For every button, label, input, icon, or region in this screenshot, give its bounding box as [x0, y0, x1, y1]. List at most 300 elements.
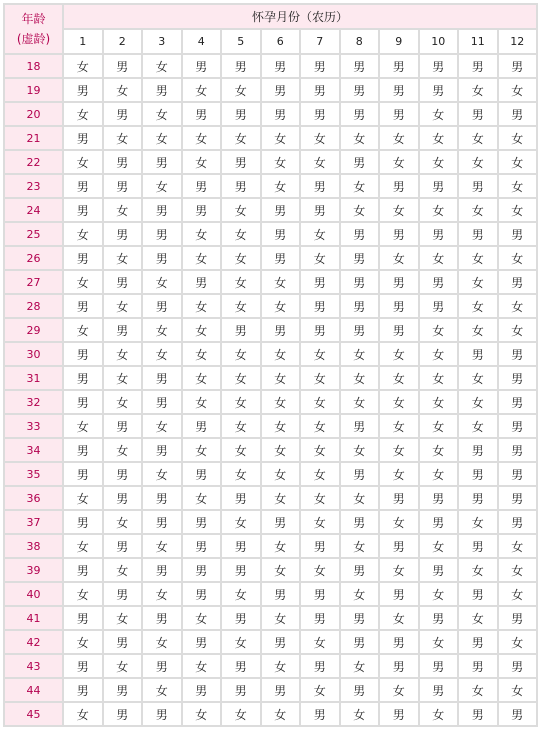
gender-cell: 女	[459, 151, 497, 173]
gender-cell: 女	[420, 199, 458, 221]
gender-cell: 男	[64, 439, 102, 461]
gender-cell: 女	[222, 367, 260, 389]
gender-cell: 男	[459, 175, 497, 197]
gender-cell: 女	[104, 391, 142, 413]
gender-cell: 男	[143, 367, 181, 389]
gender-cell: 男	[104, 535, 142, 557]
gender-cell: 男	[143, 439, 181, 461]
gender-cell: 男	[301, 55, 339, 77]
gender-cell: 男	[499, 367, 537, 389]
gender-cell: 男	[420, 655, 458, 677]
gender-cell: 男	[104, 679, 142, 701]
gender-cell: 女	[499, 79, 537, 101]
gender-cell: 女	[459, 127, 497, 149]
gender-cell: 女	[380, 367, 418, 389]
table-row	[5, 607, 536, 629]
gender-cell: 男	[380, 223, 418, 245]
month-header: 3	[143, 30, 181, 53]
gender-cell: 女	[64, 535, 102, 557]
gender-cell: 男	[459, 223, 497, 245]
gender-cell: 男	[262, 511, 300, 533]
gender-cell: 男	[301, 103, 339, 125]
gender-cell: 女	[459, 511, 497, 533]
age-cell: 39	[5, 559, 62, 581]
gender-cell: 男	[301, 175, 339, 197]
age-cell: 18	[5, 55, 62, 77]
gender-cell: 女	[222, 79, 260, 101]
gender-cell: 男	[222, 151, 260, 173]
gender-cell: 男	[459, 535, 497, 557]
gender-cell: 男	[183, 103, 221, 125]
gender-cell: 男	[341, 415, 379, 437]
gender-cell: 男	[143, 487, 181, 509]
gender-cell: 女	[262, 703, 300, 725]
gender-cell: 男	[222, 559, 260, 581]
gender-cell: 女	[143, 55, 181, 77]
age-cell: 38	[5, 535, 62, 557]
gender-cell: 女	[301, 247, 339, 269]
age-cell: 31	[5, 367, 62, 389]
gender-cell: 男	[420, 559, 458, 581]
gender-cell: 男	[459, 103, 497, 125]
gender-cell: 女	[104, 511, 142, 533]
gender-cell: 男	[143, 391, 181, 413]
gender-cell: 男	[104, 271, 142, 293]
gender-cell: 女	[143, 583, 181, 605]
gender-cell: 女	[499, 247, 537, 269]
gender-cell: 男	[499, 223, 537, 245]
gender-cell: 男	[143, 247, 181, 269]
gender-cell: 男	[104, 175, 142, 197]
gender-cell: 女	[301, 439, 339, 461]
gender-cell: 女	[459, 319, 497, 341]
gender-cell: 女	[104, 367, 142, 389]
gender-cell: 女	[143, 127, 181, 149]
gender-cell: 男	[341, 559, 379, 581]
gender-cell: 女	[301, 367, 339, 389]
gender-cell: 男	[459, 583, 497, 605]
gender-cell: 男	[143, 607, 181, 629]
gender-cell: 女	[341, 343, 379, 365]
table-row	[5, 439, 536, 461]
table-row	[5, 559, 536, 581]
gender-cell: 女	[143, 631, 181, 653]
gender-cell: 女	[420, 391, 458, 413]
gender-cell: 男	[64, 655, 102, 677]
gender-cell: 男	[499, 55, 537, 77]
gender-cell: 男	[104, 583, 142, 605]
table-row	[5, 247, 536, 269]
table-row	[5, 319, 536, 341]
gender-cell: 女	[143, 343, 181, 365]
gender-cell: 男	[301, 199, 339, 221]
gender-cell: 男	[341, 223, 379, 245]
gender-cell: 男	[420, 79, 458, 101]
gender-cell: 女	[499, 127, 537, 149]
gender-cell: 男	[262, 55, 300, 77]
gender-cell: 男	[341, 295, 379, 317]
gender-cell: 男	[64, 511, 102, 533]
month-title: 怀孕月份（农历）	[64, 5, 536, 28]
gender-cell: 女	[262, 463, 300, 485]
gender-cell: 男	[104, 151, 142, 173]
gender-cell: 男	[183, 415, 221, 437]
gender-cell: 女	[183, 655, 221, 677]
gender-cell: 男	[380, 103, 418, 125]
gender-cell: 男	[301, 655, 339, 677]
gender-cell: 女	[459, 247, 497, 269]
gender-cell: 男	[499, 103, 537, 125]
gender-cell: 女	[64, 271, 102, 293]
gender-cell: 女	[64, 631, 102, 653]
gender-cell: 男	[341, 247, 379, 269]
gender-cell: 男	[222, 535, 260, 557]
month-header-row	[5, 30, 536, 53]
gender-cell: 男	[64, 295, 102, 317]
gender-cell: 男	[341, 511, 379, 533]
gender-cell: 女	[459, 79, 497, 101]
gender-cell: 女	[459, 559, 497, 581]
gender-cell: 女	[64, 583, 102, 605]
gender-cell: 女	[459, 271, 497, 293]
table-row	[5, 127, 536, 149]
gender-cell: 女	[262, 295, 300, 317]
gender-cell: 女	[222, 199, 260, 221]
gender-cell: 女	[104, 343, 142, 365]
gender-cell: 男	[183, 175, 221, 197]
gender-cell: 男	[262, 247, 300, 269]
month-header: 10	[420, 30, 458, 53]
gender-cell: 女	[420, 343, 458, 365]
gender-cell: 男	[262, 319, 300, 341]
gender-cell: 女	[341, 703, 379, 725]
gender-cell: 女	[64, 55, 102, 77]
gender-cell: 男	[183, 535, 221, 557]
gender-cell: 男	[143, 79, 181, 101]
gender-cell: 女	[459, 607, 497, 629]
gender-cell: 男	[143, 199, 181, 221]
gender-cell: 男	[262, 583, 300, 605]
table-row	[5, 199, 536, 221]
gender-cell: 女	[420, 631, 458, 653]
gender-cell: 男	[143, 655, 181, 677]
gender-cell: 男	[64, 679, 102, 701]
gender-cell: 女	[262, 439, 300, 461]
gender-cell: 男	[104, 487, 142, 509]
gender-cell: 男	[64, 175, 102, 197]
gender-cell: 男	[183, 559, 221, 581]
age-cell: 26	[5, 247, 62, 269]
age-cell: 41	[5, 607, 62, 629]
gender-cell: 男	[222, 103, 260, 125]
gender-cell: 女	[459, 367, 497, 389]
gender-cell: 男	[183, 271, 221, 293]
gender-cell: 男	[64, 367, 102, 389]
gender-cell: 男	[380, 703, 418, 725]
gender-cell: 女	[341, 199, 379, 221]
gender-cell: 男	[341, 463, 379, 485]
gender-cell: 男	[341, 607, 379, 629]
gender-cell: 女	[380, 439, 418, 461]
gender-cell: 女	[499, 295, 537, 317]
age-cell: 42	[5, 631, 62, 653]
gender-cell: 男	[222, 655, 260, 677]
gender-cell: 男	[420, 223, 458, 245]
gender-cell: 男	[64, 79, 102, 101]
gender-cell: 男	[420, 679, 458, 701]
month-header: 12	[499, 30, 537, 53]
gender-cell: 女	[143, 679, 181, 701]
gender-cell: 女	[499, 679, 537, 701]
gender-cell: 女	[104, 247, 142, 269]
gender-cell: 男	[222, 679, 260, 701]
table-row	[5, 343, 536, 365]
gender-cell: 男	[459, 463, 497, 485]
gender-cell: 男	[222, 319, 260, 341]
gender-cell: 男	[341, 631, 379, 653]
gender-cell: 男	[459, 631, 497, 653]
gender-cell: 男	[183, 463, 221, 485]
gender-cell: 女	[64, 103, 102, 125]
table-row	[5, 295, 536, 317]
header-row	[5, 5, 536, 28]
age-cell: 23	[5, 175, 62, 197]
month-header: 4	[183, 30, 221, 53]
gender-cell: 男	[262, 79, 300, 101]
gender-cell: 女	[64, 151, 102, 173]
gender-cell: 女	[301, 487, 339, 509]
gender-cell: 女	[262, 391, 300, 413]
gender-cell: 女	[380, 247, 418, 269]
gender-cell: 男	[104, 223, 142, 245]
gender-cell: 女	[499, 631, 537, 653]
gender-cell: 女	[459, 415, 497, 437]
gender-cell: 女	[262, 559, 300, 581]
gender-cell: 男	[380, 631, 418, 653]
gender-cell: 男	[64, 391, 102, 413]
gender-cell: 女	[143, 103, 181, 125]
gender-cell: 女	[183, 439, 221, 461]
gender-cell: 男	[64, 607, 102, 629]
gender-cell: 男	[301, 703, 339, 725]
gender-cell: 男	[341, 79, 379, 101]
gender-cell: 女	[262, 535, 300, 557]
gender-cell: 男	[64, 199, 102, 221]
gender-cell: 女	[64, 703, 102, 725]
gender-cell: 女	[183, 367, 221, 389]
gender-cell: 女	[301, 679, 339, 701]
age-cell: 28	[5, 295, 62, 317]
gender-cell: 女	[380, 463, 418, 485]
gender-cell: 女	[262, 607, 300, 629]
gender-cell: 女	[380, 391, 418, 413]
gender-cell: 女	[183, 79, 221, 101]
table-row	[5, 535, 536, 557]
gender-cell: 女	[222, 247, 260, 269]
gender-cell: 男	[64, 343, 102, 365]
gender-cell: 女	[499, 151, 537, 173]
gender-cell: 女	[459, 295, 497, 317]
gender-cell: 男	[420, 271, 458, 293]
table-row	[5, 175, 536, 197]
gender-cell: 男	[341, 319, 379, 341]
gender-cell: 女	[64, 223, 102, 245]
gender-cell: 女	[222, 295, 260, 317]
gender-cell: 女	[183, 487, 221, 509]
gender-cell: 男	[143, 559, 181, 581]
gender-cell: 男	[301, 607, 339, 629]
gender-cell: 男	[420, 487, 458, 509]
gender-cell: 女	[222, 223, 260, 245]
gender-cell: 女	[380, 559, 418, 581]
gender-cell: 女	[420, 103, 458, 125]
gender-cell: 女	[380, 127, 418, 149]
gender-cell: 女	[380, 151, 418, 173]
gender-cell: 女	[222, 631, 260, 653]
gender-cell: 男	[341, 679, 379, 701]
table-row	[5, 271, 536, 293]
age-cell: 44	[5, 679, 62, 701]
gender-cell: 男	[380, 55, 418, 77]
gender-cell: 男	[143, 223, 181, 245]
table-row	[5, 463, 536, 485]
gender-cell: 女	[499, 199, 537, 221]
gender-cell: 男	[380, 583, 418, 605]
age-cell: 35	[5, 463, 62, 485]
gender-cell: 女	[104, 655, 142, 677]
gender-cell: 男	[341, 271, 379, 293]
gender-cell: 女	[420, 463, 458, 485]
gender-cell: 女	[301, 511, 339, 533]
gender-cell: 男	[183, 199, 221, 221]
gender-cell: 男	[143, 511, 181, 533]
age-cell: 45	[5, 703, 62, 725]
gender-cell: 女	[183, 223, 221, 245]
gender-cell: 男	[499, 415, 537, 437]
age-cell: 22	[5, 151, 62, 173]
gender-cell: 男	[380, 535, 418, 557]
gender-cell: 男	[499, 487, 537, 509]
age-cell: 30	[5, 343, 62, 365]
gender-cell: 女	[341, 439, 379, 461]
gender-cell: 男	[262, 199, 300, 221]
gender-cell: 女	[262, 415, 300, 437]
age-cell: 29	[5, 319, 62, 341]
gender-cell: 男	[420, 295, 458, 317]
gender-cell: 女	[222, 343, 260, 365]
gender-cell: 女	[64, 319, 102, 341]
gender-cell: 女	[262, 367, 300, 389]
gender-cell: 男	[459, 439, 497, 461]
gender-cell: 女	[420, 151, 458, 173]
age-cell: 24	[5, 199, 62, 221]
gender-cell: 女	[499, 559, 537, 581]
age-header-line2: (虚龄)	[16, 32, 51, 46]
gender-cell: 女	[420, 127, 458, 149]
gender-cell: 女	[380, 607, 418, 629]
gender-cell: 女	[222, 703, 260, 725]
gender-cell: 男	[183, 631, 221, 653]
gender-cell: 男	[104, 103, 142, 125]
gender-cell: 男	[104, 463, 142, 485]
age-cell: 21	[5, 127, 62, 149]
month-header: 11	[459, 30, 497, 53]
gender-cell: 女	[64, 415, 102, 437]
gender-cell: 女	[222, 271, 260, 293]
gender-cell: 男	[459, 343, 497, 365]
gender-cell: 女	[420, 247, 458, 269]
gender-cell: 女	[262, 271, 300, 293]
gender-cell: 女	[341, 391, 379, 413]
gender-cell: 男	[499, 391, 537, 413]
gender-cell: 男	[499, 343, 537, 365]
table-body	[5, 5, 536, 725]
gender-cell: 女	[143, 271, 181, 293]
age-header-line1: 年龄	[21, 12, 46, 26]
gender-cell: 女	[301, 223, 339, 245]
gender-cell: 女	[104, 199, 142, 221]
gender-cell: 男	[143, 703, 181, 725]
gender-cell: 男	[420, 175, 458, 197]
gender-cell: 女	[262, 151, 300, 173]
gender-cell: 女	[341, 487, 379, 509]
gender-cell: 男	[64, 463, 102, 485]
age-cell: 27	[5, 271, 62, 293]
gender-cell: 男	[301, 535, 339, 557]
gender-cell: 女	[301, 151, 339, 173]
gender-cell: 男	[380, 487, 418, 509]
gender-cell: 男	[143, 151, 181, 173]
age-cell: 33	[5, 415, 62, 437]
gender-cell: 女	[262, 487, 300, 509]
gender-cell: 女	[222, 439, 260, 461]
gender-cell: 女	[183, 391, 221, 413]
gender-cell: 女	[341, 535, 379, 557]
gender-cell: 女	[183, 607, 221, 629]
age-cell: 36	[5, 487, 62, 509]
gender-cell: 女	[143, 319, 181, 341]
gender-cell: 男	[183, 583, 221, 605]
gender-cell: 女	[380, 415, 418, 437]
gender-cell: 男	[499, 511, 537, 533]
gender-cell: 男	[420, 511, 458, 533]
gender-cell: 女	[143, 415, 181, 437]
gender-cell: 女	[262, 175, 300, 197]
gender-cell: 女	[301, 127, 339, 149]
gender-cell: 女	[301, 559, 339, 581]
gender-cell: 女	[301, 463, 339, 485]
gender-cell: 女	[459, 199, 497, 221]
age-cell: 20	[5, 103, 62, 125]
gender-cell: 女	[104, 127, 142, 149]
gender-cell: 男	[499, 439, 537, 461]
gender-cell: 男	[341, 103, 379, 125]
gender-cell: 女	[262, 655, 300, 677]
gender-cell: 女	[301, 343, 339, 365]
gender-cell: 女	[420, 415, 458, 437]
gender-chart-table	[3, 3, 538, 727]
gender-cell: 女	[420, 535, 458, 557]
gender-cell: 女	[143, 535, 181, 557]
gender-cell: 女	[301, 415, 339, 437]
gender-cell: 女	[459, 679, 497, 701]
gender-cell: 女	[420, 367, 458, 389]
gender-cell: 男	[380, 271, 418, 293]
gender-cell: 女	[104, 559, 142, 581]
gender-cell: 男	[262, 679, 300, 701]
gender-cell: 女	[341, 367, 379, 389]
gender-cell: 女	[222, 583, 260, 605]
